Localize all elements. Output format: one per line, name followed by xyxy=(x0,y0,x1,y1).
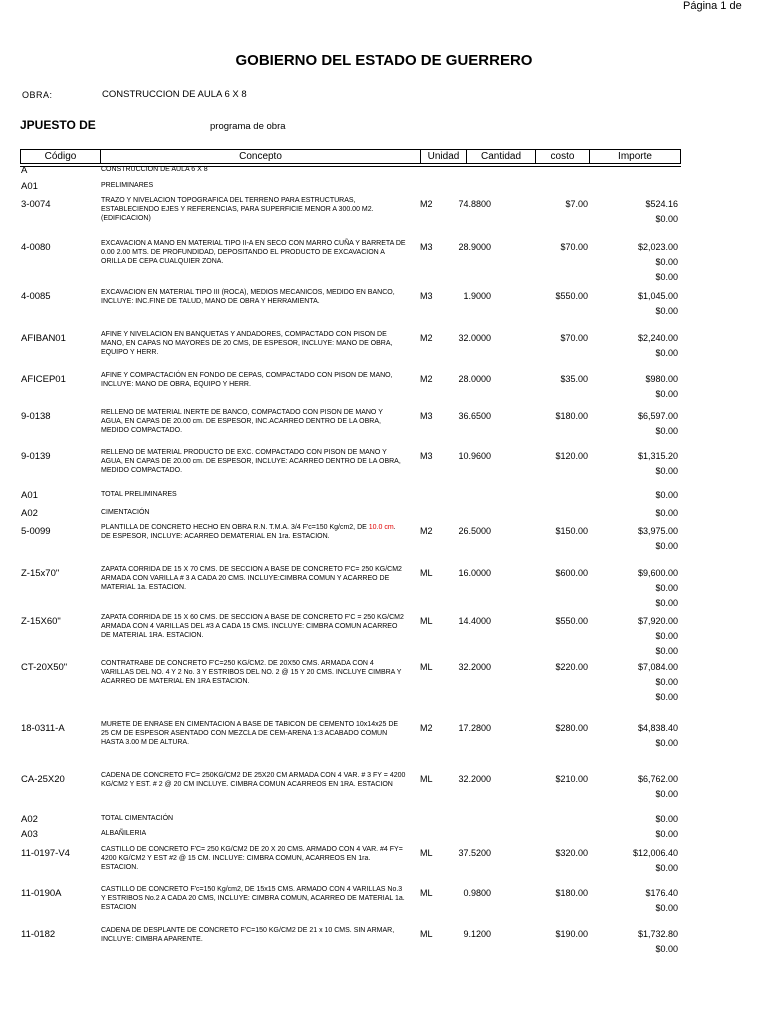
row-quantity: 28.0000 xyxy=(458,374,491,384)
row-cost: $280.00 xyxy=(555,723,588,733)
row-quantity: 36.6500 xyxy=(458,411,491,421)
row-cost: $35.00 xyxy=(560,374,588,384)
row-code: 11-0182 xyxy=(21,929,56,940)
row-importe: $176.40 xyxy=(645,888,678,898)
row-code: A01 xyxy=(21,181,38,192)
row-subtotal: $0.00 xyxy=(655,389,678,399)
row-unit: M3 xyxy=(420,451,433,461)
row-code: AFICEP01 xyxy=(21,374,66,385)
row-code: A02 xyxy=(21,814,38,825)
row-concept: CASTILLO DE CONCRETO F'c=150 Kg/cm2, DE 15x15 CMS. ARMADO CON 4 VARILLAS No.3 Y ESTRIBOS No.2 A CADA 20 CMS, INCLUYE: CIMBRA COMUN, ACARREO DE MATERIAL 1a. ESTACION xyxy=(101,886,405,911)
row-code: A02 xyxy=(21,508,38,519)
row-subtotal: $0.00 xyxy=(655,944,678,954)
row-subtotal: $0.00 xyxy=(655,272,678,282)
row-subtotal: $0.00 xyxy=(655,631,678,641)
row-cost: $70.00 xyxy=(560,242,588,252)
concept-text: PLANTILLA DE CONCRETO HECHO EN OBRA R.N. T.M.A. 3/4 F'c=150 Kg/cm2, DE xyxy=(101,524,369,531)
row-concept xyxy=(101,523,406,541)
row-unit: M2 xyxy=(420,374,433,384)
row-subtotal: $0.00 xyxy=(655,789,678,799)
row-concept: CONSTRUCCION DE AULA 6 X 8 xyxy=(101,166,208,173)
row-quantity: 0.9800 xyxy=(463,888,491,898)
row-importe: $0.00 xyxy=(655,814,678,824)
row-concept: TRAZO Y NIVELACION TOPOGRAFICA DEL TERRENO PARA ESTRUCTURAS, ESTABLECIENDO EJES Y REFERENCIAS, PARA SUPERFICIE MENOR A 300.00 M2. (EDIFICACION) xyxy=(101,197,374,222)
presupuesto-label: JPUESTO DE xyxy=(20,118,96,132)
program-label: programa de obra xyxy=(210,121,286,132)
row-unit: ML xyxy=(420,888,433,898)
row-code: CT-20X50" xyxy=(21,662,68,673)
row-code: 11-0197-V4 xyxy=(21,848,70,859)
row-unit: M2 xyxy=(420,199,433,209)
row-importe: $3,975.00 xyxy=(637,526,678,536)
row-code: Z-15x70" xyxy=(21,568,60,579)
row-code: 18-0311-A xyxy=(21,723,65,734)
row-code: 5-0099 xyxy=(21,526,51,537)
document-title: GOBIERNO DEL ESTADO DE GUERRERO xyxy=(235,52,533,69)
row-quantity: 16.0000 xyxy=(458,568,491,578)
row-unit: M2 xyxy=(420,723,433,733)
row-concept: MURETE DE ENRASE EN CIMENTACION A BASE DE TABICON DE CEMENTO 10x14x25 DE 25 CM DE ESPESOR ASENTADO CON MEZCLA DE CEM-ARENA 1:3 ACABADO COMUN HASTA 3.00 M DE ALTURA. xyxy=(101,721,399,746)
row-importe: $0.00 xyxy=(655,508,678,518)
row-subtotal: $0.00 xyxy=(655,466,678,476)
row-quantity: 74.8800 xyxy=(458,199,491,209)
header-concepto: Concepto xyxy=(101,150,421,163)
row-subtotal: $0.00 xyxy=(655,692,678,702)
row-concept: CADENA DE CONCRETO F'C= 250KG/CM2 DE 25X20 CM ARMADA CON 4 VAR. # 3 FY = 4200 KG/CM2 Y EST. # 2 @ 20 CM INCLUYE. CIMBRA COMUN ACARREOS EN 1RA. ESTACION xyxy=(101,772,406,788)
row-subtotal: $0.00 xyxy=(655,677,678,687)
row-importe: $6,597.00 xyxy=(637,411,678,421)
header-codigo: Código xyxy=(21,150,101,163)
row-cost: $320.00 xyxy=(555,848,588,858)
row-importe: $1,732.80 xyxy=(637,929,678,939)
row-quantity: 14.4000 xyxy=(458,616,491,626)
row-subtotal: $0.00 xyxy=(655,863,678,873)
row-quantity: 32.2000 xyxy=(458,774,491,784)
row-concept: ZAPATA CORRIDA DE 15 X 70 CMS. DE SECCION A BASE DE CONCRETO F'C= 250 KG/CM2 ARMADA CON VARILLA # 3 A CADA 20 CMS. INCLUYE:CIMBRA COMUN Y ACARREO DE MATERIAL 1a. ESTACION. xyxy=(101,566,402,591)
row-importe: $0.00 xyxy=(655,829,678,839)
header-unidad: Unidad xyxy=(421,150,467,163)
row-subtotal: $0.00 xyxy=(655,426,678,436)
header-costo: costo xyxy=(536,150,590,163)
row-quantity: 1.9000 xyxy=(463,291,491,301)
row-unit: M3 xyxy=(420,242,433,252)
row-importe: $7,920.00 xyxy=(637,616,678,626)
row-importe: $1,045.00 xyxy=(637,291,678,301)
row-quantity: 28.9000 xyxy=(458,242,491,252)
obra-value: CONSTRUCCION DE AULA 6 X 8 xyxy=(102,89,247,100)
row-cost: $150.00 xyxy=(555,526,588,536)
row-subtotal: $0.00 xyxy=(655,348,678,358)
row-code: 9-0139 xyxy=(21,451,51,462)
header-cantidad: Cantidad xyxy=(467,150,536,163)
row-concept: TOTAL PRELIMINARES xyxy=(101,491,177,498)
row-importe: $7,084.00 xyxy=(637,662,678,672)
row-concept: CADENA DE DESPLANTE DE CONCRETO F'C=150 KG/CM2 DE 21 x 10 CMS. SIN ARMAR, INCLUYE: CIMBRA APARENTE. xyxy=(101,927,395,943)
page-number: Página 1 de xyxy=(683,0,742,12)
row-concept: ALBAÑILERIA xyxy=(101,830,147,837)
row-concept: EXCAVACION EN MATERIAL TIPO III (ROCA), MEDIOS MECANICOS, MEDIDO EN BANCO, INCLUYE: INC.FINE DE TALUD, MANO DE OBRA Y HERRAMIENTA. xyxy=(101,289,395,305)
row-code: A01 xyxy=(21,490,38,501)
row-cost: $180.00 xyxy=(555,411,588,421)
row-importe: $2,240.00 xyxy=(637,333,678,343)
row-unit: M3 xyxy=(420,291,433,301)
row-cost: $180.00 xyxy=(555,888,588,898)
row-code: 4-0080 xyxy=(21,242,51,253)
row-subtotal: $0.00 xyxy=(655,306,678,316)
row-code: 9-0138 xyxy=(21,411,51,422)
row-quantity: 10.9600 xyxy=(458,451,491,461)
row-unit: ML xyxy=(420,774,433,784)
row-subtotal: $0.00 xyxy=(655,583,678,593)
row-concept: EXCAVACION A MANO EN MATERIAL TIPO II-A EN SECO CON MARRO CUÑA Y BARRETA DE 0.00 2.00 MTS. DE PROFUNDIDAD, DEPOSITANDO EL PRODUCTO DE EXCAVACION A ORILLA DE CEPA CUALQUIER ZONA. xyxy=(101,240,406,265)
row-concept: CIMENTACIÓN xyxy=(101,509,150,516)
concept-text: . DE ESPESOR, INCLUYE: ACARREO DEMATERIAL EN 1ra. ESTACION. xyxy=(101,524,396,540)
row-quantity: 17.2800 xyxy=(458,723,491,733)
row-importe: $2,023.00 xyxy=(637,242,678,252)
row-unit: M2 xyxy=(420,333,433,343)
row-importe: $12,006.40 xyxy=(632,848,678,858)
row-unit: ML xyxy=(420,616,433,626)
row-unit: M2 xyxy=(420,526,433,536)
row-concept: AFINE Y NIVELACION EN BANQUETAS Y ANDADORES, COMPACTADO CON PISON DE MANO, EN CAPAS NO MAYORES DE 20 CMS, DE ESPESOR, INCLUYE: MANO DE OBRA, EQUIPO Y HERR. xyxy=(101,331,393,356)
row-quantity: 9.1200 xyxy=(463,929,491,939)
header-importe: Importe xyxy=(618,151,652,162)
row-importe: $9,600.00 xyxy=(637,568,678,578)
row-subtotal: $0.00 xyxy=(655,646,678,656)
row-quantity: 37.5200 xyxy=(458,848,491,858)
row-cost: $550.00 xyxy=(555,616,588,626)
row-code: A xyxy=(21,165,28,176)
row-unit: ML xyxy=(420,848,433,858)
row-code: Z-15X60" xyxy=(21,616,61,627)
row-importe: $524.16 xyxy=(645,199,678,209)
row-importe: $6,762.00 xyxy=(637,774,678,784)
row-subtotal: $0.00 xyxy=(655,903,678,913)
row-unit: ML xyxy=(420,568,433,578)
row-concept: CASTILLO DE CONCRETO F'C= 250 KG/CM2 DE 20 X 20 CMS. ARMADO CON 4 VAR. #4 FY= 4200 KG/CM2 Y EST #2 @ 15 CM. INCLUYE: CIMBRA COMUN, ACARREOS EN 1ra. ESTACION. xyxy=(101,846,403,871)
row-unit: M3 xyxy=(420,411,433,421)
row-subtotal: $0.00 xyxy=(655,738,678,748)
row-subtotal: $0.00 xyxy=(655,598,678,608)
row-subtotal: $0.00 xyxy=(655,541,678,551)
row-code: 4-0085 xyxy=(21,291,51,302)
row-cost: $220.00 xyxy=(555,662,588,672)
row-cost: $190.00 xyxy=(555,929,588,939)
concept-highlight: 10.0 cm xyxy=(368,524,394,531)
row-code: 3-0074 xyxy=(21,199,51,210)
row-quantity: 26.5000 xyxy=(458,526,491,536)
row-unit: ML xyxy=(420,662,433,672)
row-quantity: 32.2000 xyxy=(458,662,491,672)
row-code: 11-0190A xyxy=(21,888,62,899)
row-subtotal: $0.00 xyxy=(655,214,678,224)
row-concept: CONTRATRABE DE CONCRETO F'C=250 KG/CM2. DE 20X50 CMS. ARMADA CON 4 VARILLAS DEL NO. 4 Y 2 No. 3 Y ESTRIBOS DEL NO. 2 @ 15 Y 20 CMS. INCLUYE CIMBRA Y ACARREO DE MATERIAL EN 1RA ESTACION. xyxy=(101,660,402,685)
row-importe: $4,838.40 xyxy=(637,723,678,733)
row-code: AFIBAN01 xyxy=(21,333,66,344)
row-cost: $600.00 xyxy=(555,568,588,578)
row-cost: $7.00 xyxy=(565,199,588,209)
row-cost: $550.00 xyxy=(555,291,588,301)
row-importe: $1,315.20 xyxy=(637,451,678,461)
row-concept: PRELIMINARES xyxy=(101,182,154,189)
row-concept: ZAPATA CORRIDA DE 15 X 60 CMS. DE SECCION A BASE DE CONCRETO F'C = 250 KG/CM2 ARMADA CON 4 VARILLAS DEL #3 A CADA 15 CMS. INCLUYE: CIMBRA COMUN ACARREO DE MATERIAL 1RA. ESTACION. xyxy=(101,614,404,639)
row-importe: $0.00 xyxy=(655,490,678,500)
row-cost: $70.00 xyxy=(560,333,588,343)
row-concept: AFINE Y COMPACTACIÓN EN FONDO DE CEPAS, COMPACTADO CON PISON DE MANO, INCLUYE: MANO DE OBRA, EQUIPO Y HERR. xyxy=(101,372,393,388)
row-subtotal: $0.00 xyxy=(655,257,678,267)
row-code: CA-25X20 xyxy=(21,774,65,785)
row-quantity: 32.0000 xyxy=(458,333,491,343)
obra-label: OBRA: xyxy=(22,90,53,100)
row-code: A03 xyxy=(21,829,38,840)
row-cost: $120.00 xyxy=(555,451,588,461)
row-importe: $980.00 xyxy=(645,374,678,384)
row-cost: $210.00 xyxy=(555,774,588,784)
row-concept: RELLENO DE MATERIAL PRODUCTO DE EXC. COMPACTADO CON PISON DE MANO Y AGUA, EN CAPAS DE 20.00 cm. DE ESPESOR, INCLUYE: ACARREO DENTRO DE LA OBRA, MEDIDO COMPACTADO. xyxy=(101,449,401,474)
row-concept: TOTAL CIMENTACIÓN xyxy=(101,815,174,822)
table-header xyxy=(20,149,681,164)
row-concept: RELLENO DE MATERIAL INERTE DE BANCO, COMPACTADO CON PISON DE MANO Y AGUA, EN CAPAS DE 20.00 cm. DE ESPESOR, INC.ACARREO DENTRO DE LA OBRA, MEDIDO COMPACTADO. xyxy=(101,409,383,434)
row-unit: ML xyxy=(420,929,433,939)
